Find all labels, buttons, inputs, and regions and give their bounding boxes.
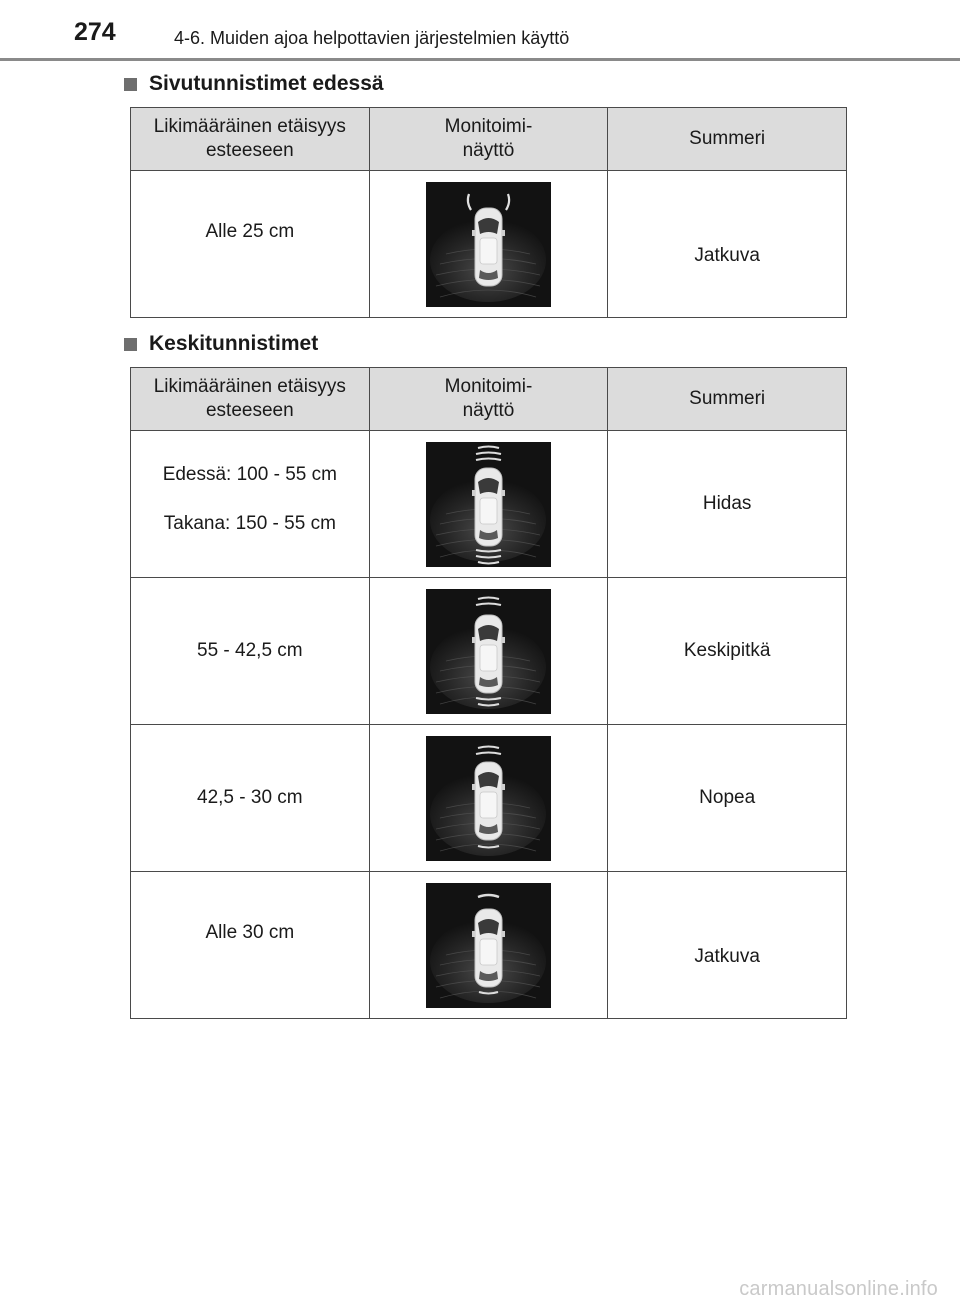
- table-row: [131, 872, 847, 1019]
- buzzer-cell: Keskipitkä: [608, 578, 847, 725]
- page-number: 274: [74, 18, 116, 46]
- footer-watermark: carmanualsonline.info: [739, 1278, 938, 1300]
- section-heading-center-sensors: [124, 332, 318, 356]
- header-rule: [0, 58, 960, 61]
- distance-cell: 55 - 42,5 cm: [131, 578, 370, 725]
- section-title: Sivutunnistimet edessä: [149, 72, 384, 95]
- display-cell: [369, 431, 608, 578]
- page-header: [0, 0, 960, 60]
- column-header-display: Monitoimi- näyttö: [369, 368, 608, 431]
- chapter-title: 4-6. Muiden ajoa helpottavien järjestelmien käyttö: [174, 28, 570, 48]
- center-sensor-level-3-icon: [426, 736, 551, 861]
- center-sensor-level-4-icon: [426, 883, 551, 1008]
- column-header-buzzer: Summeri: [608, 108, 847, 171]
- table-row: [131, 171, 847, 318]
- distance-cell: Alle 30 cm: [131, 872, 370, 1019]
- center-sensor-level-2-icon: [426, 589, 551, 714]
- buzzer-cell: Nopea: [608, 725, 847, 872]
- distance-cell: Alle 25 cm: [131, 171, 370, 318]
- column-header-display: Monitoimi- näyttö: [369, 108, 608, 171]
- table-header-row: [131, 368, 847, 431]
- center-sensor-level-1-icon: [426, 442, 551, 567]
- table-row: [131, 431, 847, 578]
- square-bullet-icon: [124, 78, 137, 91]
- column-header-buzzer: Summeri: [608, 368, 847, 431]
- buzzer-cell: Hidas: [608, 431, 847, 578]
- table-header-row: [131, 108, 847, 171]
- table-row: [131, 725, 847, 872]
- column-header-distance: Likimääräinen etäisyys esteeseen: [131, 108, 370, 171]
- display-cell: [369, 872, 608, 1019]
- display-cell: [369, 578, 608, 725]
- square-bullet-icon: [124, 338, 137, 351]
- distance-cell: 42,5 - 30 cm: [131, 725, 370, 872]
- column-header-distance: Likimääräinen etäisyys esteeseen: [131, 368, 370, 431]
- section-heading-front-side-sensors: [124, 72, 384, 96]
- table-row: [131, 578, 847, 725]
- side-sensor-warning-icon: [426, 182, 551, 307]
- display-cell: [369, 725, 608, 872]
- buzzer-cell: Jatkuva: [608, 171, 847, 318]
- front-side-sensor-table: [130, 107, 847, 318]
- buzzer-cell: Jatkuva: [608, 872, 847, 1019]
- distance-cell: Edessä: 100 - 55 cm Takana: 150 - 55 cm: [131, 431, 370, 578]
- section-title: Keskitunnistimet: [149, 332, 319, 355]
- center-sensor-table: [130, 367, 847, 1019]
- display-cell: [369, 171, 608, 318]
